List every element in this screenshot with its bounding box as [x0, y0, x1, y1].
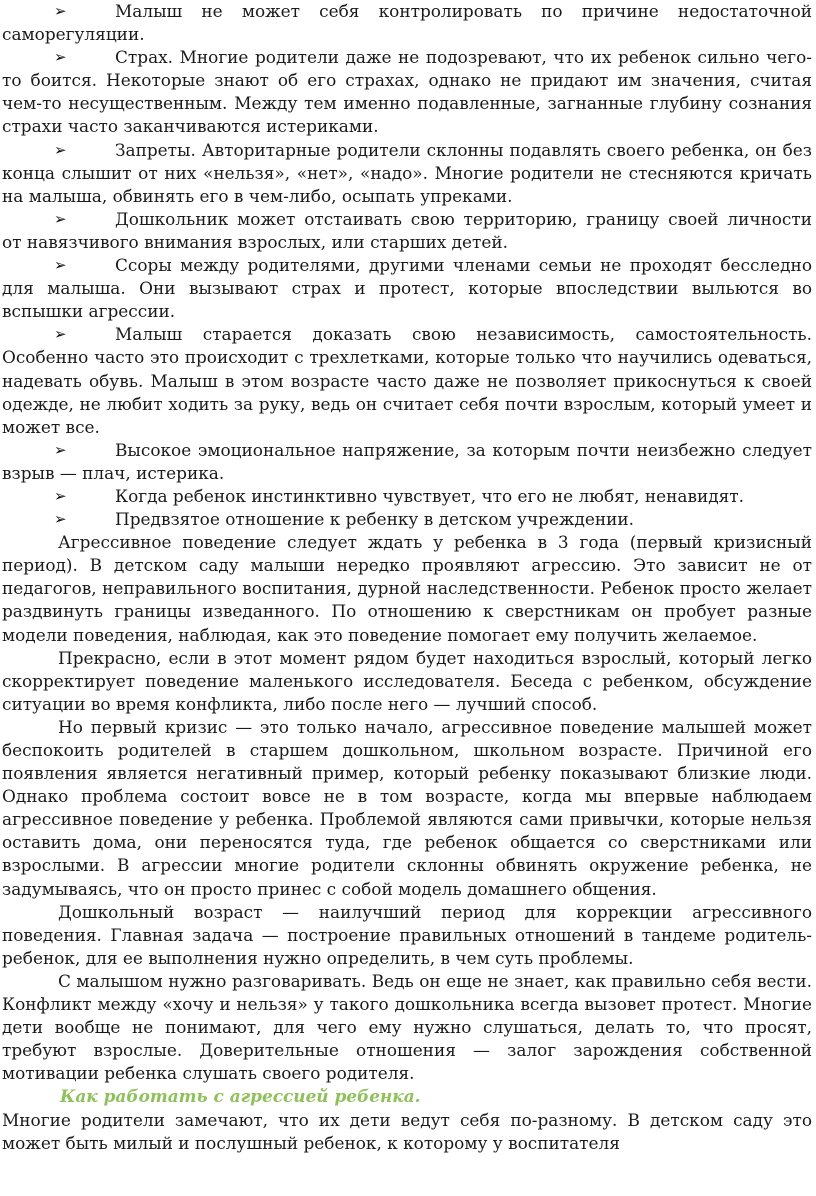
bullet-item [2, 439, 812, 485]
bullet-text: Предвзятое отношение к ребенку в детском учреждении. [115, 509, 635, 530]
bullet-item [2, 508, 812, 531]
bullet-text: Дошкольник может отстаивать свою территорию, границу своей личности от навязчивого внимания взрослых, или старших детей. [2, 208, 812, 252]
bullet-text: Высокое эмоциональное напряжение, за которым почти неизбежно следует взрыв — плач, истерика. [2, 439, 812, 483]
bullet-item [2, 208, 812, 254]
bullet-item [2, 0, 812, 46]
final-paragraph: Многие родители замечают, что их дети ведут себя по-разному. В детском саду это может быть милый и послушный ребенок, к которому у воспитателя [2, 1109, 812, 1153]
bullet-item [2, 485, 812, 508]
arrow-bullet-icon: ➢ [54, 325, 67, 344]
bullet-item [2, 323, 812, 438]
bullet-item [2, 46, 812, 138]
arrow-bullet-icon: ➢ [54, 256, 67, 275]
body-paragraph: Дошкольный возраст — наилучший период для коррекции агрессивного поведения. Главная задача — построение правильных отношений в тандеме родитель-ребенок, для ее выполнения нужно определить, в чем суть проблемы. [2, 901, 812, 968]
arrow-bullet-icon: ➢ [54, 2, 67, 20]
arrow-bullet-icon: ➢ [54, 140, 67, 159]
bullet-text: Запреты. Авторитарные родители склонны подавлять своего ребенка, он без конца слышит от них «нельзя», «нет», «надо». Многие родители не стесняются кричать на малыша, обвинять его в чем-либо, осыпать упреками. [2, 139, 812, 206]
body-paragraph: Прекрасно, если в этот момент рядом будет находиться взрослый, который легко скорректирует поведение маленького исследователя. Беседа с ребенком, обсуждение ситуации во время конфликта, либо после него — лучший способ. [2, 647, 812, 714]
body-paragraph: Агрессивное поведение следует ждать у ребенка в 3 года (первый кризисный период). В детском саду малыши нередко проявляют агрессию. Это зависит не от педагогов, неправильного воспитания, дурной наследственности. Ребенок просто желает раздвинуть границы изведанного. По отношению к сверстникам он пробует разные модели поведения, наблюдая, как это поведение помогает ему получить желаемое. [2, 532, 812, 645]
bullet-item [2, 254, 812, 323]
arrow-bullet-icon: ➢ [54, 440, 67, 459]
bullet-item [2, 139, 812, 208]
arrow-bullet-icon: ➢ [54, 209, 67, 228]
bullet-text: Страх. Многие родители даже не подозревают, что их ребенок сильно чего-то боится. Некоторые знают об его страхах, однако не придают им значения, считая чем-то несущественным. Между тем именно подавленные, загнанные глубину сознания страхи часто заканчиваются истериками. [2, 47, 812, 137]
bullet-text: Малыш старается доказать свою независимость, самостоятельность. Особенно часто это происходит с трехлетками, которые только что научились одеваться, надевать обувь. Малыш в этом возрасте часто даже не позволяет прикоснуться к своей одежде, не любит ходить за руку, ведь он считает себя почти взрослым, который умеет и может все. [2, 324, 812, 437]
arrow-bullet-icon: ➢ [54, 510, 67, 529]
arrow-bullet-icon: ➢ [54, 48, 67, 67]
section-heading: Как работать с агрессией ребенка. [60, 1086, 421, 1107]
bullet-text: Ссоры между родителями, другими членами семьи не проходят бесследно для малыша. Они вызывают страх и протест, которые впоследствии выльются во вспышки агрессии. [2, 255, 812, 322]
body-paragraph: С малышом нужно разговаривать. Ведь он еще не знает, как правильно себя вести. Конфликт между «хочу и нельзя» у такого дошкольника всегда вызовет протест. Многие дети вообще не понимают, для чего ему нужно слушаться, делать то, что просят, требуют взрослые. Доверительные отношения — залог зарождения собственной мотивации ребенка слушать своего родителя. [2, 970, 812, 1084]
bullet-text: Когда ребенок инстинктивно чувствует, что его не любят, ненавидят. [115, 485, 745, 506]
bullet-text: Малыш не может себя контролировать по причине недостаточной саморегуляции. [2, 1, 812, 45]
body-paragraph: Но первый кризис — это только начало, агрессивное поведение малышей может беспокоить родителей в старшем дошкольном, школьном возрасте. Причиной его появления является негативный пример, который ребенку показывают близкие люди. Однако проблема состоит вовсе не в том возрасте, когда мы впервые наблюдаем агрессивное поведение у ребенка. Проблемой являются сами привычки, которые нельзя оставить дома, они переносятся туда, где ребенок общается со сверстниками или взрослыми. В агрессии многие родители склонны обвинять окружение ребенка, не задумываясь, что он просто принес с собой модель домашнего общения. [2, 716, 812, 899]
arrow-bullet-icon: ➢ [54, 486, 67, 505]
